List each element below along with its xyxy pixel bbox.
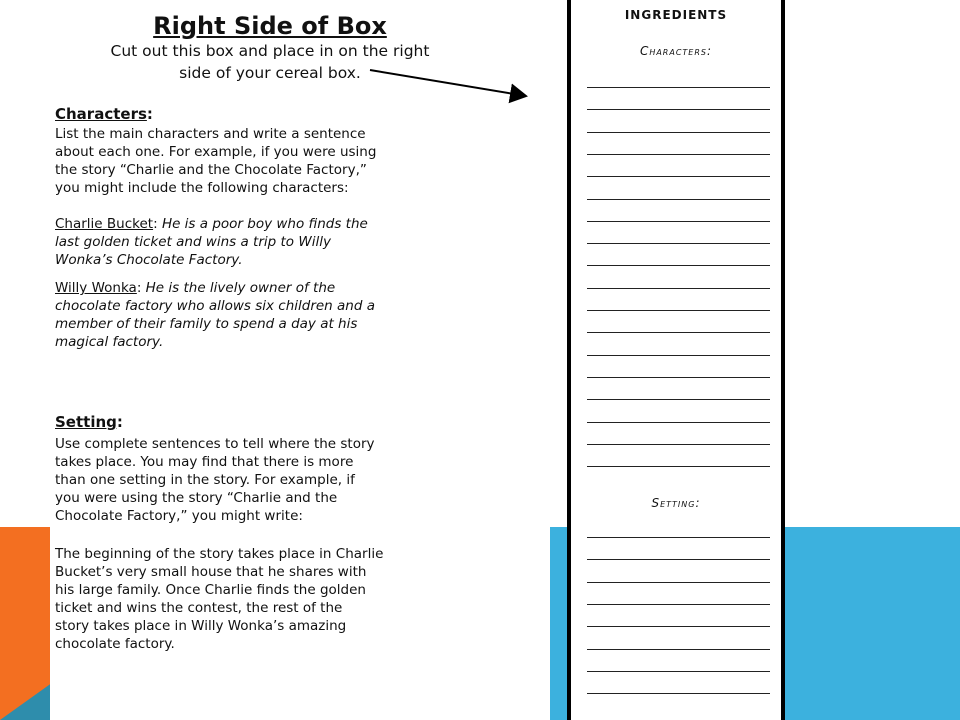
subtitle-line-2: side of your cereal box.: [179, 64, 361, 82]
wonka-line: chocolate factory who allows six children and a: [55, 298, 375, 314]
write-in-line: [587, 604, 770, 605]
write-in-line: [587, 466, 770, 467]
characters-label: Characters:: [639, 44, 713, 58]
write-in-line: [587, 626, 770, 627]
page-title: Right Side of Box: [153, 12, 387, 40]
write-in-line: [587, 310, 770, 311]
setting-line: you were using the story “Charlie and the: [55, 490, 338, 506]
setting-line: takes place. You may find that there is more: [55, 454, 354, 470]
instructions-panel: [50, 0, 550, 720]
characters-line: the story “Charlie and the Chocolate Factory,”: [55, 162, 367, 178]
write-in-line: [587, 582, 770, 583]
write-in-line: [587, 176, 770, 177]
setting-line: than one setting in the story. For example, if: [55, 472, 355, 488]
charlie-line: He is a poor boy who finds the: [161, 216, 368, 232]
write-in-line: [587, 422, 770, 423]
write-in-line: [587, 243, 770, 244]
write-in-line: [587, 154, 770, 155]
setting-label: Setting:: [651, 496, 701, 510]
charlie-example: Charlie Bucket: He is a poor boy who finds the last golden ticket and wins a trip to Willy Wonka’s Chocolate Factory.: [55, 215, 475, 269]
example-line: The beginning of the story takes place in Charlie: [55, 546, 384, 562]
wonka-line: member of their family to spend a day at his: [55, 316, 358, 332]
write-in-line: [587, 537, 770, 538]
charlie-line: Wonka’s Chocolate Factory.: [55, 252, 243, 268]
write-in-line: [587, 332, 770, 333]
example-line: story takes place in Willy Wonka’s amazing: [55, 618, 347, 634]
characters-heading: [55, 105, 153, 123]
wonka-line: magical factory.: [55, 334, 164, 350]
write-in-line: [587, 221, 770, 222]
characters-instructions: [55, 125, 475, 197]
write-in-line: [587, 559, 770, 560]
wonka-example: Willy Wonka: He is the lively owner of the chocolate factory who allows six children and a member of their family to spend a day at his magical factory.: [55, 279, 475, 351]
setting-line: Use complete sentences to tell where the story: [55, 436, 375, 452]
ingredients-title: INGREDIENTS: [624, 8, 728, 22]
write-in-line: [587, 132, 770, 133]
write-in-line: [587, 671, 770, 672]
charlie-name: Charlie Bucket: [55, 216, 154, 232]
example-line: his large family. Once Charlie finds the golden: [55, 582, 366, 598]
example-line: Bucket’s very small house that he shares with: [55, 564, 367, 580]
write-in-line: [587, 399, 770, 400]
write-in-line: [587, 693, 770, 694]
write-in-line: [587, 87, 770, 88]
characters-heading-text: Characters: [55, 105, 147, 123]
subtitle-line-1: Cut out this box and place in on the right: [110, 42, 430, 60]
setting-heading-text: Setting: [55, 413, 117, 431]
ingredients-box: [567, 0, 785, 720]
write-in-line: [587, 288, 770, 289]
write-in-line: [587, 444, 770, 445]
write-in-line: [587, 355, 770, 356]
write-in-line: [587, 109, 770, 110]
charlie-line: last golden ticket and wins a trip to Willy: [55, 234, 331, 250]
characters-line: List the main characters and write a sentence: [55, 126, 366, 142]
setting-line: Chocolate Factory,” you might write:: [55, 508, 303, 524]
setting-heading: [55, 413, 123, 431]
arrow-icon: [368, 58, 538, 106]
wonka-name: Willy Wonka: [55, 280, 137, 296]
characters-line: you might include the following characters:: [55, 180, 349, 196]
setting-heading-colon: :: [116, 413, 123, 431]
characters-line: about each one. For example, if you were using: [55, 144, 377, 160]
characters-heading-colon: :: [146, 105, 153, 123]
example-line: ticket and wins the contest, the rest of the: [55, 600, 343, 616]
write-in-line: [587, 199, 770, 200]
write-in-line: [587, 649, 770, 650]
setting-instructions: [55, 435, 475, 525]
write-in-line: [587, 265, 770, 266]
example-line: chocolate factory.: [55, 636, 175, 652]
write-in-line: [587, 377, 770, 378]
setting-example: [55, 545, 475, 653]
wonka-line: He is the lively owner of the: [145, 280, 336, 296]
